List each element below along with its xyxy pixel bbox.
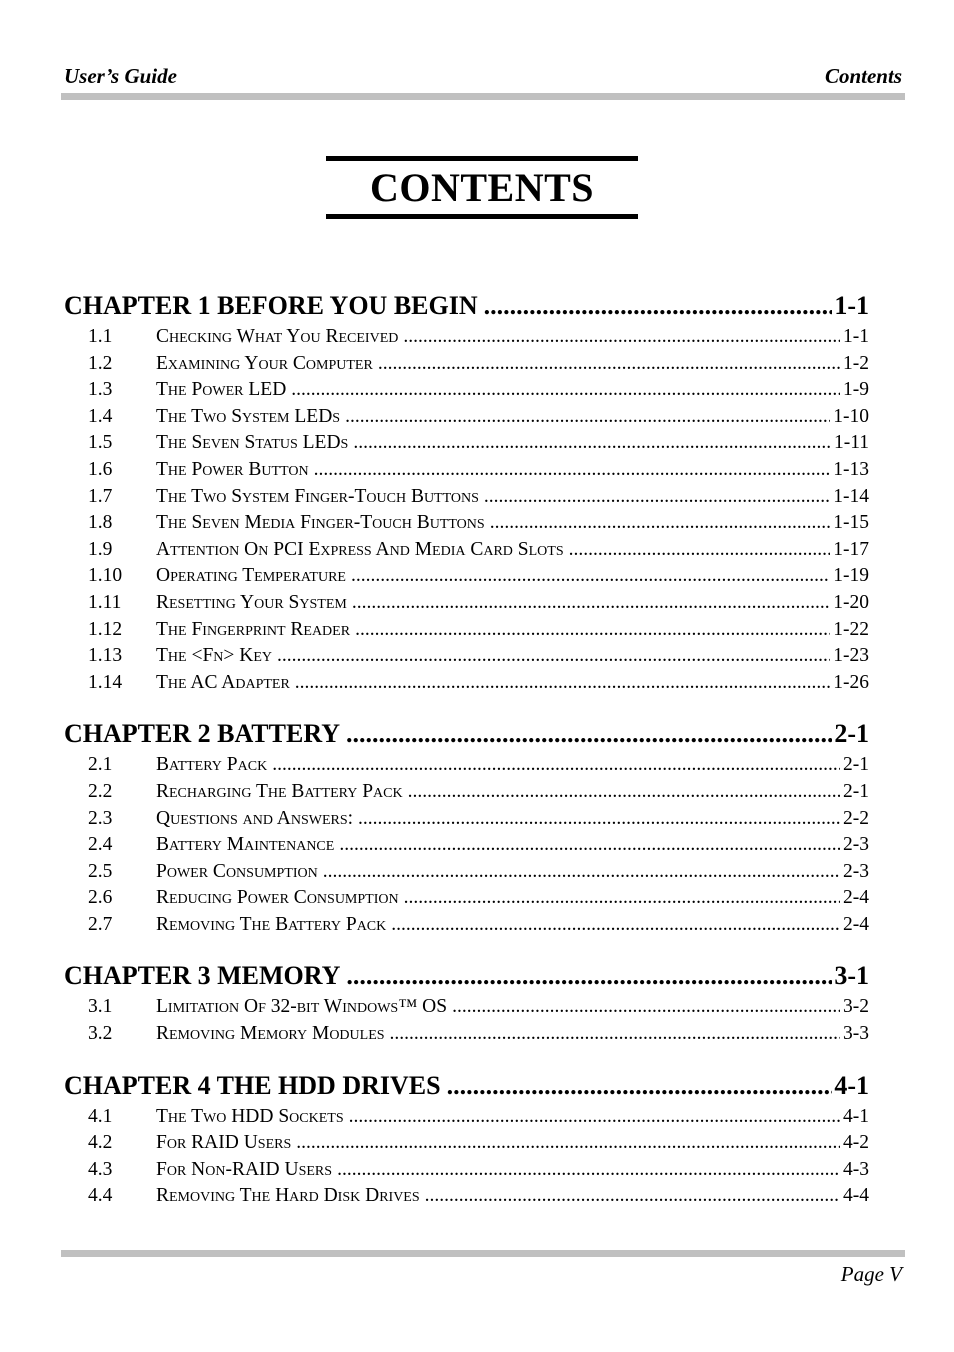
entry-label: Questions and Answers: <box>156 807 354 829</box>
dot-leader <box>296 1130 840 1157</box>
entry-label: Operating Temperature <box>156 565 346 587</box>
page-number: Page V <box>840 1262 902 1286</box>
entry-label: Recharging The Battery Pack <box>156 780 403 802</box>
entry-number: 1.9 <box>88 538 113 560</box>
entry-page: 4-1 <box>843 1105 869 1127</box>
entry-label: Power Consumption <box>156 860 318 882</box>
toc-entry[interactable] <box>64 643 869 670</box>
entry-number: 4.3 <box>88 1158 113 1180</box>
toc-entry[interactable] <box>64 994 869 1021</box>
chapter-page: 1-1 <box>834 291 869 320</box>
toc-entry[interactable] <box>64 617 869 644</box>
toc-entry[interactable] <box>64 510 869 537</box>
toc-chapter-3[interactable] <box>64 958 869 994</box>
entry-page: 1-20 <box>833 591 869 613</box>
entry-page: 2-1 <box>843 754 869 776</box>
toc-entry[interactable] <box>64 377 869 404</box>
entry-number: 3.2 <box>88 1023 113 1045</box>
entry-page: 3-3 <box>843 1023 869 1045</box>
dot-leader <box>425 1183 840 1210</box>
entry-page: 1-9 <box>843 379 869 401</box>
dot-leader <box>352 590 830 617</box>
entry-label: For Non-RAID Users <box>156 1158 333 1180</box>
entry-page: 1-17 <box>833 538 869 560</box>
dot-leader <box>447 1068 833 1104</box>
entry-page: 4-2 <box>843 1132 869 1154</box>
entry-page: 1-1 <box>843 326 869 347</box>
toc-entry[interactable] <box>64 859 869 886</box>
dot-leader <box>346 958 832 994</box>
toc-entry[interactable] <box>64 430 869 457</box>
entry-number: 4.1 <box>88 1105 113 1127</box>
toc-entry[interactable] <box>64 885 869 912</box>
toc-chapter-1[interactable] <box>64 288 869 324</box>
entry-number: 1.12 <box>88 618 123 640</box>
entry-label: Battery Pack <box>156 754 268 776</box>
dot-leader <box>272 752 840 779</box>
dot-leader <box>408 779 840 806</box>
entry-label: The Power LED <box>156 379 287 401</box>
toc-entry[interactable] <box>64 670 869 697</box>
entry-label: The Seven Media Finger-Touch Buttons <box>156 512 485 534</box>
dot-leader <box>337 1157 840 1184</box>
dot-leader <box>351 563 830 590</box>
entry-number: 1.10 <box>88 565 123 587</box>
dot-leader <box>314 457 831 484</box>
dot-leader <box>346 716 832 752</box>
entry-number: 3.1 <box>88 996 113 1018</box>
dot-leader <box>345 404 830 431</box>
entry-page: 1-13 <box>833 458 869 480</box>
entry-page: 3-2 <box>843 996 869 1018</box>
dot-leader <box>403 324 840 351</box>
dot-leader <box>391 912 840 939</box>
entry-page: 1-11 <box>833 432 869 454</box>
dot-leader <box>353 430 831 457</box>
chapter-title: CHAPTER 1 BEFORE YOU BEGIN <box>64 291 478 320</box>
entry-label: Reducing Power Consumption <box>156 887 399 909</box>
toc-entry[interactable] <box>64 1104 869 1131</box>
entry-label: Resetting Your System <box>156 591 347 613</box>
entry-page: 1-2 <box>843 352 869 374</box>
entry-number: 1.13 <box>88 645 123 667</box>
chapter-page: 3-1 <box>834 961 869 991</box>
entry-label: Removing Memory Modules <box>156 1023 385 1045</box>
toc-entry[interactable] <box>64 324 869 351</box>
entry-number: 1.4 <box>88 405 113 427</box>
entry-number: 1.6 <box>88 458 113 480</box>
table-of-contents <box>64 288 869 1210</box>
entry-number: 4.2 <box>88 1132 113 1154</box>
chapter-page: 2-1 <box>834 719 869 749</box>
entry-page: 2-1 <box>843 780 869 802</box>
toc-entry[interactable] <box>64 1157 869 1184</box>
toc-entry[interactable] <box>64 351 869 378</box>
entry-number: 1.5 <box>88 432 113 454</box>
dot-leader <box>295 670 830 697</box>
entry-page: 2-2 <box>843 807 869 829</box>
header-left: User’s Guide <box>64 64 177 88</box>
toc-entry[interactable] <box>64 484 869 511</box>
entry-number: 2.7 <box>88 913 113 935</box>
dot-leader <box>484 288 833 324</box>
dot-leader <box>349 1104 840 1131</box>
dot-leader <box>355 617 830 644</box>
entry-page: 1-22 <box>833 618 869 640</box>
entry-label: The <Fn> Key <box>156 645 273 667</box>
entry-label: The Two System Finger-Touch Buttons <box>156 485 479 507</box>
entry-label: The Two HDD Sockets <box>156 1105 344 1127</box>
entry-label: For RAID Users <box>156 1132 292 1154</box>
toc-entry[interactable] <box>64 563 869 590</box>
toc-entry[interactable] <box>64 457 869 484</box>
dot-leader <box>404 885 840 912</box>
dot-leader <box>378 351 840 378</box>
entry-label: Examining Your Computer <box>156 352 373 374</box>
dot-leader <box>358 806 840 833</box>
entry-number: 4.4 <box>88 1185 113 1207</box>
toc-entry[interactable] <box>64 806 869 833</box>
dot-leader <box>277 643 830 670</box>
toc-entry[interactable] <box>64 912 869 939</box>
dot-leader <box>484 484 830 511</box>
entry-number: 1.3 <box>88 379 113 401</box>
chapter-page: 4-1 <box>834 1070 869 1100</box>
entry-number: 1.1 <box>88 326 113 347</box>
entry-label: Removing The Hard Disk Drives <box>156 1185 420 1207</box>
entry-label: Removing The Battery Pack <box>156 913 387 935</box>
entry-number: 2.4 <box>88 834 113 856</box>
entry-page: 1-23 <box>833 645 869 667</box>
entry-page: 4-3 <box>843 1158 869 1180</box>
entry-number: 1.7 <box>88 485 113 507</box>
entry-page: 1-14 <box>833 485 869 507</box>
entry-label: Checking What You Received <box>156 326 399 347</box>
footer-rule <box>61 1250 905 1257</box>
dot-leader <box>490 510 831 537</box>
entry-label: The Seven Status LEDs <box>156 432 349 454</box>
dot-leader <box>569 537 831 564</box>
entry-number: 2.2 <box>88 780 113 802</box>
entry-number: 2.5 <box>88 860 113 882</box>
toc-entry[interactable] <box>64 404 869 431</box>
entry-page: 1-10 <box>833 405 869 427</box>
toc-entry[interactable] <box>64 832 869 859</box>
dot-leader <box>291 377 840 404</box>
entry-number: 2.3 <box>88 807 113 829</box>
dot-leader <box>339 832 840 859</box>
toc-entry[interactable] <box>64 1130 869 1157</box>
toc-entry[interactable] <box>64 1183 869 1210</box>
dot-leader <box>452 994 840 1021</box>
chapter-title: CHAPTER 2 BATTERY <box>64 719 340 749</box>
dot-leader <box>323 859 840 886</box>
entry-number: 1.11 <box>88 591 122 613</box>
header-rule <box>61 93 905 100</box>
chapter-title: CHAPTER 3 MEMORY <box>64 961 341 991</box>
toc-chapter-2[interactable] <box>64 716 869 752</box>
entry-page: 2-4 <box>843 887 869 909</box>
entry-page: 2-4 <box>843 913 869 935</box>
entry-number: 1.2 <box>88 352 113 374</box>
entry-label: The Fingerprint Reader <box>156 618 351 640</box>
dot-leader <box>390 1021 840 1048</box>
entry-number: 1.8 <box>88 512 113 534</box>
toc-entry[interactable] <box>64 590 869 617</box>
entry-number: 2.6 <box>88 887 113 909</box>
entry-page: 1-15 <box>833 512 869 534</box>
chapter-title: CHAPTER 4 THE HDD DRIVES <box>64 1070 441 1100</box>
page-title-box <box>326 156 638 219</box>
toc-entry[interactable] <box>64 779 869 806</box>
entry-number: 1.14 <box>88 671 123 693</box>
entry-label: The Two System LEDs <box>156 405 341 427</box>
entry-page: 4-4 <box>843 1185 869 1207</box>
entry-label: The Power Button <box>156 458 309 480</box>
entry-page: 1-19 <box>833 565 869 587</box>
toc-entry[interactable] <box>64 752 869 779</box>
entry-label: The AC Adapter <box>156 671 290 693</box>
page-title: CONTENTS <box>369 165 595 210</box>
entry-label: Attention On PCI Express And Media Card Slots <box>156 538 564 560</box>
entry-page: 1-26 <box>833 671 869 693</box>
entry-page: 2-3 <box>843 860 869 882</box>
entry-number: 2.1 <box>88 754 113 776</box>
entry-page: 2-3 <box>843 834 869 856</box>
toc-chapter-4[interactable] <box>64 1068 869 1104</box>
header-right: Contents <box>824 64 902 88</box>
entry-label: Battery Maintenance <box>156 834 335 856</box>
toc-entry[interactable] <box>64 537 869 564</box>
toc-entry[interactable] <box>64 1021 869 1048</box>
entry-label: Limitation Of 32-bit Windows™ OS <box>156 996 448 1018</box>
